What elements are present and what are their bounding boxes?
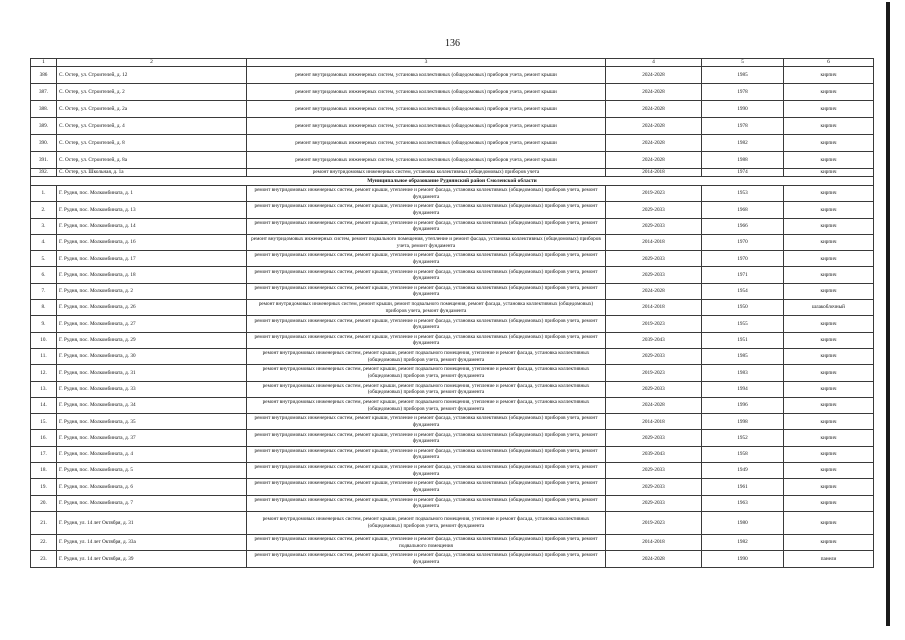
row-number-cell: 390.: [31, 135, 57, 152]
table-row: [31, 495, 874, 511]
planned-period-cell: 2029-2033: [606, 267, 702, 283]
row-number-cell: 391.: [31, 152, 57, 169]
repair-works-cell: ремонт внутридомовых инженерных систем, ремонт крыши, утепление и ремонт фасада, установка коллективных (общедомовых) приборов учета, ремонт фундамента: [247, 267, 606, 283]
table-row: [31, 534, 874, 550]
repair-works-cell: ремонт внутридомовых инженерных систем, ремонт крыши, утепление и ремонт фасада, установка коллективных (общедомовых) приборов учета, ремонт фундамента: [247, 463, 606, 479]
repair-works-cell: ремонт внутридомовых инженерных систем, ремонт крыши, утепление и ремонт фасада, установка коллективных (общедомовых) приборов учета, ремонт фундамента: [247, 479, 606, 495]
planned-period-cell: 2029-2033: [606, 430, 702, 446]
build-year-cell: 1950: [702, 300, 784, 316]
build-year-cell: 1983: [702, 365, 784, 381]
planned-period-cell: 2029-2033: [606, 381, 702, 397]
repair-works-cell: ремонт внутридомовых инженерных систем, ремонт крыши, ремонт подвального помещения, утепление и ремонт фасада, установка коллективных (общедомовых) приборов учета, ремонт фундамента: [247, 381, 606, 397]
wall-material-cell: кирпич: [784, 186, 874, 202]
planned-period-cell: 2019-2023: [606, 186, 702, 202]
table-row: [31, 251, 874, 267]
table-row: [31, 446, 874, 462]
repair-works-cell: ремонт внутридомовых инженерных систем, ремонт крыши, утепление и ремонт фасада, установка коллективных (общедомовых) приборов учета, ремонт фундамента: [247, 414, 606, 430]
planned-period-cell: 2019-2023: [606, 316, 702, 332]
table-row: [31, 463, 874, 479]
planned-period-cell: 2029-2033: [606, 251, 702, 267]
table-row: [31, 67, 874, 84]
repair-works-cell: ремонт внутридомовых инженерных систем, ремонт крыши, ремонт подвального помещения, утепление и ремонт фасада, установка коллективных (общедомовых) приборов учета, ремонт фундамента: [247, 365, 606, 381]
address-cell: С. Остер, ул. Строителей, д. 12: [57, 67, 247, 84]
repair-works-cell: ремонт внутридомовых инженерных систем, ремонт крыши, утепление и ремонт фасада, установка коллективных (общедомовых) приборов учета, ремонт фундамента: [247, 186, 606, 202]
row-number-cell: 23.: [31, 551, 57, 567]
address-cell: Г. Рудня, пос. Молкомбината, д. 6: [57, 479, 247, 495]
address-cell: Г. Рудня, пос. Молкомбината, д. 26: [57, 300, 247, 316]
table-row: [31, 430, 874, 446]
address-cell: Г. Рудня, пос. Молкомбината, д. 29: [57, 332, 247, 348]
planned-period-cell: 2024-2028: [606, 152, 702, 169]
row-number-cell: 18.: [31, 463, 57, 479]
section-header-row: [31, 177, 874, 186]
address-cell: Г. Рудня, пос. Молкомбината, д. 16: [57, 234, 247, 250]
build-year-cell: 1970: [702, 251, 784, 267]
wall-material-cell: кирпич: [784, 67, 874, 84]
wall-material-cell: кирпич: [784, 495, 874, 511]
build-year-cell: 1961: [702, 479, 784, 495]
planned-period-cell: 2024-2028: [606, 84, 702, 101]
address-cell: Г. Рудня, пос. Молкомбината, д. 30: [57, 348, 247, 364]
address-cell: Г. Рудня, пос. Молкомбината, д. 5: [57, 463, 247, 479]
address-cell: Г. Рудня, пос. Молкомбината, д. 37: [57, 430, 247, 446]
address-cell: Г. Рудня, ул. 14 лет Октября, д. 31: [57, 511, 247, 534]
scan-border-bar: [886, 2, 890, 626]
table-row: [31, 218, 874, 234]
address-cell: Г. Рудня, пос. Молкомбината, д. 7: [57, 495, 247, 511]
wall-material-cell: кирпич: [784, 101, 874, 118]
table-row: [31, 135, 874, 152]
address-cell: Г. Рудня, пос. Молкомбината, д. 13: [57, 202, 247, 218]
address-cell: Г. Рудня, пос. Молкомбината, д. 27: [57, 316, 247, 332]
table-row: [31, 479, 874, 495]
repair-works-cell: ремонт внутридомовых инженерных систем, ремонт крыши, утепление и ремонт фасада, установка коллективных (общедомовых) приборов учета, ремонт фундамента: [247, 551, 606, 567]
repair-works-cell: ремонт внутридомовых инженерных систем, установка коллективных (общедомовых) приборов учета: [247, 169, 606, 177]
row-number-cell: 4.: [31, 234, 57, 250]
wall-material-cell: кирпич: [784, 430, 874, 446]
wall-material-cell: кирпич: [784, 135, 874, 152]
row-number-cell: 388.: [31, 101, 57, 118]
row-number-cell: 22.: [31, 534, 57, 550]
wall-material-cell: кирпич: [784, 234, 874, 250]
row-number-cell: 9.: [31, 316, 57, 332]
table-row: [31, 152, 874, 169]
row-number-cell: 2.: [31, 202, 57, 218]
table-row: [31, 300, 874, 316]
header-cell: 6: [784, 59, 874, 67]
address-cell: Г. Рудня, пос. Молкомбината, д. 33: [57, 381, 247, 397]
address-cell: С. Остер, ул. Строителей, д. 8а: [57, 152, 247, 169]
planned-period-cell: 2024-2028: [606, 67, 702, 84]
build-year-cell: 1982: [702, 534, 784, 550]
repair-works-cell: ремонт внутридомовых инженерных систем, установка коллективных (общедомовых) приборов учета, ремонт крыши: [247, 135, 606, 152]
build-year-cell: 1974: [702, 169, 784, 177]
build-year-cell: 1963: [702, 495, 784, 511]
address-cell: Г. Рудня, пос. Молкомбината, д. 31: [57, 365, 247, 381]
row-number-cell: 7.: [31, 283, 57, 299]
wall-material-cell: кирпич: [784, 381, 874, 397]
build-year-cell: 1958: [702, 446, 784, 462]
build-year-cell: 1980: [702, 511, 784, 534]
planned-period-cell: 2014-2018: [606, 169, 702, 177]
wall-material-cell: кирпич: [784, 218, 874, 234]
build-year-cell: 1971: [702, 267, 784, 283]
table-row: [31, 186, 874, 202]
planned-period-cell: 2039-2043: [606, 332, 702, 348]
repair-works-cell: ремонт внутридомовых инженерных систем, ремонт крыши, ремонт подвального помещения, ремонт фасада, установка коллективных (общедомовых) приборов учета, ремонт фундамента: [247, 300, 606, 316]
row-number-cell: 20.: [31, 495, 57, 511]
wall-material-cell: кирпич: [784, 534, 874, 550]
repair-works-cell: ремонт внутридомовых инженерных систем, ремонт крыши, ремонт подвального помещения, утепление и ремонт фасада, установка коллективных (общедомовых) приборов учета, ремонт фундамента: [247, 397, 606, 413]
row-number-cell: 387.: [31, 84, 57, 101]
address-cell: С. Остер, ул. Строителей, д. 2а: [57, 101, 247, 118]
wall-material-cell: кирпич: [784, 202, 874, 218]
build-year-cell: 1966: [702, 218, 784, 234]
build-year-cell: 1955: [702, 316, 784, 332]
wall-material-cell: кирпич: [784, 479, 874, 495]
table-row: [31, 348, 874, 364]
repair-works-cell: ремонт внутридомовых инженерных систем, ремонт крыши, утепление и ремонт фасада, установка коллективных (общедомовых) приборов учета, ремонт фундамента: [247, 446, 606, 462]
planned-period-cell: 2019-2023: [606, 365, 702, 381]
wall-material-cell: кирпич: [784, 414, 874, 430]
table-row: [31, 267, 874, 283]
build-year-cell: 1996: [702, 397, 784, 413]
page-number: 136: [445, 38, 460, 49]
address-cell: Г. Рудня, ул. 14 лет Октября, д. 33а: [57, 534, 247, 550]
table-row: [31, 101, 874, 118]
wall-material-cell: кирпич: [784, 348, 874, 364]
header-cell: 2: [57, 59, 247, 67]
housing-repair-table: [30, 58, 874, 568]
address-cell: С. Остер, ул. Школьная, д. 1а: [57, 169, 247, 177]
repair-works-cell: ремонт внутридомовых инженерных систем, ремонт крыши, утепление и ремонт фасада, установка коллективных (общедомовых) приборов учета, ремонт фундамента: [247, 251, 606, 267]
build-year-cell: 1978: [702, 84, 784, 101]
row-number-cell: 3.: [31, 218, 57, 234]
repair-works-cell: ремонт внутридомовых инженерных систем, установка коллективных (общедомовых) приборов учета, ремонт крыши: [247, 101, 606, 118]
build-year-cell: 1990: [702, 551, 784, 567]
wall-material-cell: кирпич: [784, 251, 874, 267]
row-number-cell: 15.: [31, 414, 57, 430]
planned-period-cell: 2024-2028: [606, 101, 702, 118]
table-row: [31, 283, 874, 299]
row-number-cell: 13.: [31, 381, 57, 397]
planned-period-cell: 2029-2033: [606, 495, 702, 511]
planned-period-cell: 2029-2033: [606, 463, 702, 479]
repair-works-cell: ремонт внутридомовых инженерных систем, ремонт крыши, утепление и ремонт фасада, установка коллективных (общедомовых) приборов учета, ремонт фундамента: [247, 430, 606, 446]
table-row: [31, 397, 874, 413]
planned-period-cell: 2014-2018: [606, 534, 702, 550]
planned-period-cell: 2029-2033: [606, 479, 702, 495]
table-row: [31, 118, 874, 135]
repair-works-cell: ремонт внутридомовых инженерных систем, ремонт крыши, утепление и ремонт фасада, установка коллективных (общедомовых) приборов учета, ремонт фундамента: [247, 218, 606, 234]
address-cell: Г. Рудня, пос. Молкомбината, д. 34: [57, 397, 247, 413]
repair-works-cell: ремонт внутридомовых инженерных систем, ремонт крыши, утепление и ремонт фасада, установка коллективных (общедомовых) приборов учета, ремонт подвального помещения: [247, 534, 606, 550]
repair-works-cell: ремонт внутридомовых инженерных систем, ремонт крыши, утепление и ремонт фасада, установка коллективных (общедомовых) приборов учета, ремонт фундамента: [247, 332, 606, 348]
row-number-cell: 392.: [31, 169, 57, 177]
table-row: [31, 511, 874, 534]
table-row: [31, 381, 874, 397]
column-number-header: [31, 59, 874, 67]
planned-period-cell: 2024-2028: [606, 283, 702, 299]
row-number-cell: 386: [31, 67, 57, 84]
build-year-cell: 1985: [702, 348, 784, 364]
build-year-cell: 1994: [702, 381, 784, 397]
repair-works-cell: ремонт внутридомовых инженерных систем, установка коллективных (общедомовых) приборов учета, ремонт крыши: [247, 118, 606, 135]
build-year-cell: 1988: [702, 152, 784, 169]
build-year-cell: 1990: [702, 101, 784, 118]
wall-material-cell: кирпич: [784, 365, 874, 381]
build-year-cell: 1954: [702, 283, 784, 299]
repair-works-cell: ремонт внутридомовых инженерных систем, ремонт крыши, ремонт подвального помещения, утепление и ремонт фасада, установка коллективных (общедомовых) приборов учета, ремонт фундамента: [247, 348, 606, 364]
address-cell: Г. Рудня, пос. Молкомбината, д. 14: [57, 218, 247, 234]
repair-works-cell: ремонт внутридомовых инженерных систем, ремонт крыши, утепление и ремонт фасада, установка коллективных (общедомовых) приборов учета, ремонт фундамента: [247, 202, 606, 218]
repair-works-cell: ремонт внутридомовых инженерных систем, ремонт крыши, утепление и ремонт фасада, установка коллективных (общедомовых) приборов учета, ремонт фундамента: [247, 283, 606, 299]
build-year-cell: 1968: [702, 202, 784, 218]
address-cell: С. Остер, ул. Строителей, д. 8: [57, 135, 247, 152]
build-year-cell: 1982: [702, 135, 784, 152]
planned-period-cell: 2019-2023: [606, 511, 702, 534]
row-number-cell: 5.: [31, 251, 57, 267]
planned-period-cell: 2024-2028: [606, 551, 702, 567]
row-number-cell: 17.: [31, 446, 57, 462]
wall-material-cell: кирпич: [784, 332, 874, 348]
wall-material-cell: кирпич: [784, 463, 874, 479]
wall-material-cell: кирпич: [784, 84, 874, 101]
wall-material-cell: кирпич: [784, 446, 874, 462]
wall-material-cell: кирпич: [784, 283, 874, 299]
header-cell: 4: [606, 59, 702, 67]
wall-material-cell: шлакоблочный: [784, 300, 874, 316]
table-row: [31, 414, 874, 430]
build-year-cell: 1970: [702, 234, 784, 250]
table-row: [31, 551, 874, 567]
wall-material-cell: кирпич: [784, 152, 874, 169]
row-number-cell: 21.: [31, 511, 57, 534]
planned-period-cell: 2024-2028: [606, 118, 702, 135]
repair-works-cell: ремонт внутридомовых инженерных систем, установка коллективных (общедомовых) приборов учета, ремонт крыши: [247, 152, 606, 169]
table-row: [31, 169, 874, 177]
build-year-cell: 1978: [702, 118, 784, 135]
repair-works-cell: ремонт внутридомовых инженерных систем, ремонт крыши, утепление и ремонт фасада, установка коллективных (общедомовых) приборов учета, ремонт фундамента: [247, 495, 606, 511]
build-year-cell: 1952: [702, 430, 784, 446]
address-cell: Г. Рудня, пос. Молкомбината, д. 4: [57, 446, 247, 462]
build-year-cell: 1951: [702, 332, 784, 348]
row-number-cell: 8.: [31, 300, 57, 316]
address-cell: Г. Рудня, пос. Молкомбината, д. 18: [57, 267, 247, 283]
address-cell: Г. Рудня, пос. Молкомбината, д. 2: [57, 283, 247, 299]
row-number-cell: 1.: [31, 186, 57, 202]
row-number-cell: 10.: [31, 332, 57, 348]
table-row: [31, 84, 874, 101]
planned-period-cell: 2014-2018: [606, 300, 702, 316]
wall-material-cell: панели: [784, 551, 874, 567]
row-number-cell: 11.: [31, 348, 57, 364]
table-row: [31, 332, 874, 348]
repair-works-cell: ремонт внутридомовых инженерных систем, ремонт подвального помещения, утепление и ремонт фасада, установка коллективных (общедомовых) приборов учета, ремонт фундамента: [247, 234, 606, 250]
row-number-cell: 6.: [31, 267, 57, 283]
planned-period-cell: 2029-2033: [606, 348, 702, 364]
table-row: [31, 234, 874, 250]
table-row: [31, 365, 874, 381]
wall-material-cell: кирпич: [784, 169, 874, 177]
wall-material-cell: кирпич: [784, 118, 874, 135]
header-cell: 3: [247, 59, 606, 67]
address-cell: Г. Рудня, пос. Молкомбината, д. 1: [57, 186, 247, 202]
row-number-cell: 19.: [31, 479, 57, 495]
wall-material-cell: кирпич: [784, 316, 874, 332]
build-year-cell: 1998: [702, 414, 784, 430]
header-cell: 1: [31, 59, 57, 67]
wall-material-cell: кирпич: [784, 511, 874, 534]
address-cell: С. Остер, ул. Строителей, д. 4: [57, 118, 247, 135]
header-cell: 5: [702, 59, 784, 67]
build-year-cell: 1985: [702, 67, 784, 84]
address-cell: Г. Рудня, пос. Молкомбината, д. 35: [57, 414, 247, 430]
repair-works-cell: ремонт внутридомовых инженерных систем, ремонт крыши, утепление и ремонт фасада, установка коллективных (общедомовых) приборов учета, ремонт фундамента: [247, 316, 606, 332]
repair-works-cell: ремонт внутридомовых инженерных систем, установка коллективных (общедомовых) приборов учета, ремонт крыши: [247, 84, 606, 101]
address-cell: Г. Рудня, ул. 14 лет Октября, д. 39: [57, 551, 247, 567]
row-number-cell: 14.: [31, 397, 57, 413]
planned-period-cell: 2029-2033: [606, 202, 702, 218]
row-number-cell: 389.: [31, 118, 57, 135]
build-year-cell: 1949: [702, 463, 784, 479]
section-title: Муниципальное образование Руднянский район Смоленской области: [31, 177, 874, 186]
planned-period-cell: 2029-2033: [606, 218, 702, 234]
planned-period-cell: 2014-2018: [606, 234, 702, 250]
wall-material-cell: кирпич: [784, 267, 874, 283]
address-cell: Г. Рудня, пос. Молкомбината, д. 17: [57, 251, 247, 267]
repair-works-cell: ремонт внутридомовых инженерных систем, установка коллективных (общедомовых) приборов учета, ремонт крыши: [247, 67, 606, 84]
table-row: [31, 316, 874, 332]
planned-period-cell: 2039-2043: [606, 446, 702, 462]
planned-period-cell: 2024-2028: [606, 135, 702, 152]
planned-period-cell: 2014-2018: [606, 414, 702, 430]
planned-period-cell: 2024-2028: [606, 397, 702, 413]
wall-material-cell: кирпич: [784, 397, 874, 413]
build-year-cell: 1953: [702, 186, 784, 202]
row-number-cell: 16.: [31, 430, 57, 446]
repair-works-cell: ремонт внутридомовых инженерных систем, ремонт крыши, ремонт подвального помещения, утепление и ремонт фасада, установка коллективных (общедомовых) приборов учета, ремонт фундамента: [247, 511, 606, 534]
table-row: [31, 202, 874, 218]
address-cell: С. Остер, ул. Строителей, д. 2: [57, 84, 247, 101]
row-number-cell: 12.: [31, 365, 57, 381]
